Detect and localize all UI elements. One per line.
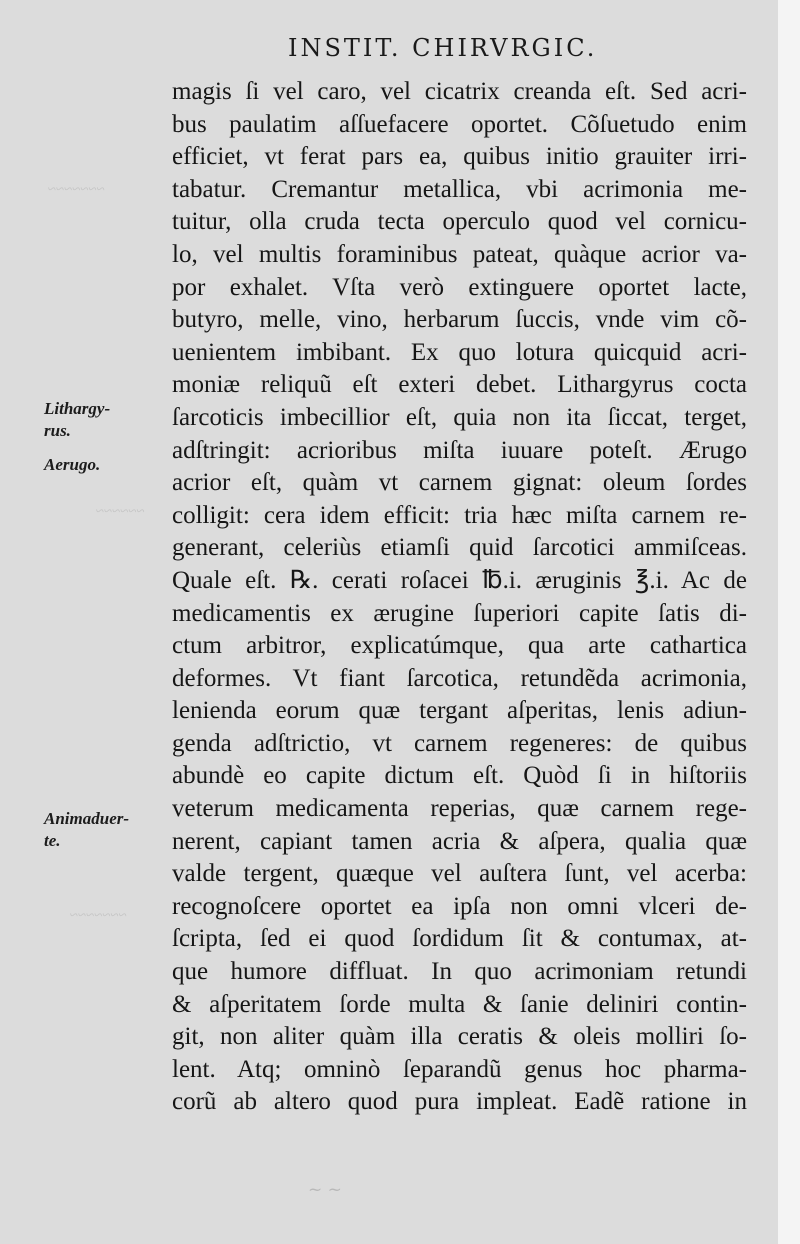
bleed-through-marks: ~~~~~~~ — [70, 908, 127, 924]
text-line: medicamentis ex ærugine ſuperiori capite ſatis di- — [172, 599, 747, 627]
text-line: & aſperitatem ſorde multa & ſanie deliniri contin- — [172, 990, 747, 1018]
page-margin-edge — [778, 0, 800, 1244]
page-signature-bleed: ~ ~ — [308, 1180, 342, 1200]
margin-note-text: Lithargy- rus. — [44, 399, 111, 440]
text-line: acrior eſt, quàm vt carnem gignat: oleum ſordes — [172, 469, 747, 497]
main-text-column — [172, 76, 747, 1119]
text-line: ctum arbitror, explicatúmque, qua arte cathartica — [172, 632, 747, 660]
text-line: tabatur. Cremantur metallica, vbi acrimonia me- — [172, 175, 747, 203]
margin-note-text: Aerugo. — [44, 455, 101, 474]
text-line: moniæ reliquũ eſt exteri debet. Lithargyrus cocta — [172, 371, 747, 399]
text-line: magis ſi vel caro, vel cicatrix creanda eſt. Sed acri- — [172, 78, 747, 105]
text-line: tuitur, olla cruda tecta operculo quod vel cornicu- — [172, 208, 747, 236]
text-line: lent. Atq; omninò ſeparandũ genus hoc pharma- — [172, 1055, 747, 1083]
margin-note-text: Animaduer- te. — [44, 809, 130, 850]
margin-note-aerugo — [44, 454, 100, 476]
text-line: nerent, capiant tamen acria & aſpera, qualia quæ — [172, 827, 747, 855]
text-line: veterum medicamenta reperias, quæ carnem rege- — [172, 795, 747, 823]
text-line: ſarcoticis imbecillior eſt, quia non ita ſiccat, terget, — [172, 403, 747, 431]
margin-note-animadverte — [44, 808, 129, 852]
text-line: lo, vel multis foraminibus pateat, quàque acrior va- — [172, 240, 747, 268]
text-line: git, non aliter quàm illa ceratis & oleis molliri ſo- — [172, 1023, 747, 1051]
bleed-through-marks: ~~~~~~~ — [48, 182, 105, 198]
text-line: adſtringit: acrioribus miſta iuuare poteſt. Ærugo — [172, 436, 747, 464]
text-line: butyro, melle, vino, herbarum ſuccis, vnde vim cõ- — [172, 306, 747, 334]
text-line: Quale eſt. ℞. cerati roſacei ℔.i. æruginis ℥.i. Ac de — [172, 566, 747, 594]
text-line: recognoſcere oportet ea ipſa non omni vlceri de- — [172, 892, 747, 920]
bleed-through-marks: ~~~~~~ — [96, 504, 145, 520]
text-line: generant, celeriùs etiamſi quid ſarcotici ammiſceas. — [172, 534, 747, 562]
text-line: bus paulatim aſſuefacere oportet. Cõſuetudo enim — [172, 110, 747, 138]
text-line: valde tergent, quæque vel auſtera ſunt, vel acerba: — [172, 860, 747, 888]
text-line: que humore diffluat. In quo acrimoniam retundi — [172, 958, 747, 986]
text-line: por exhalet. Vſta verò extinguere oportet lacte, — [172, 273, 747, 301]
text-line: genda adſtrictio, vt carnem regeneres: de quibus — [172, 729, 747, 757]
running-title: INSTIT. CHIRVRGIC. — [288, 34, 598, 62]
text-line: efficiet, vt ferat pars ea, quibus initio grauiter irri- — [172, 143, 747, 171]
text-line: lenienda eorum quæ tergant aſperitas, lenis adiun- — [172, 697, 747, 725]
text-line: abundè eo capite dictum eſt. Quòd ſi in hiſtoriis — [172, 762, 747, 790]
text-line: colligit: cera idem efficit: tria hæc miſta carnem re- — [172, 501, 747, 529]
text-line: uenientem imbibant. Ex quo lotura quicquid acri- — [172, 338, 747, 366]
text-line: corũ ab altero quod pura impleat. Eadẽ ratione in — [172, 1088, 747, 1116]
text-line: deformes. Vt fiant ſarcotica, retundẽda acrimonia, — [172, 664, 747, 692]
margin-note-lithargyrus — [44, 398, 110, 442]
text-line: ſcripta, ſed ei quod ſordidum ſit & contumax, at- — [172, 925, 747, 953]
